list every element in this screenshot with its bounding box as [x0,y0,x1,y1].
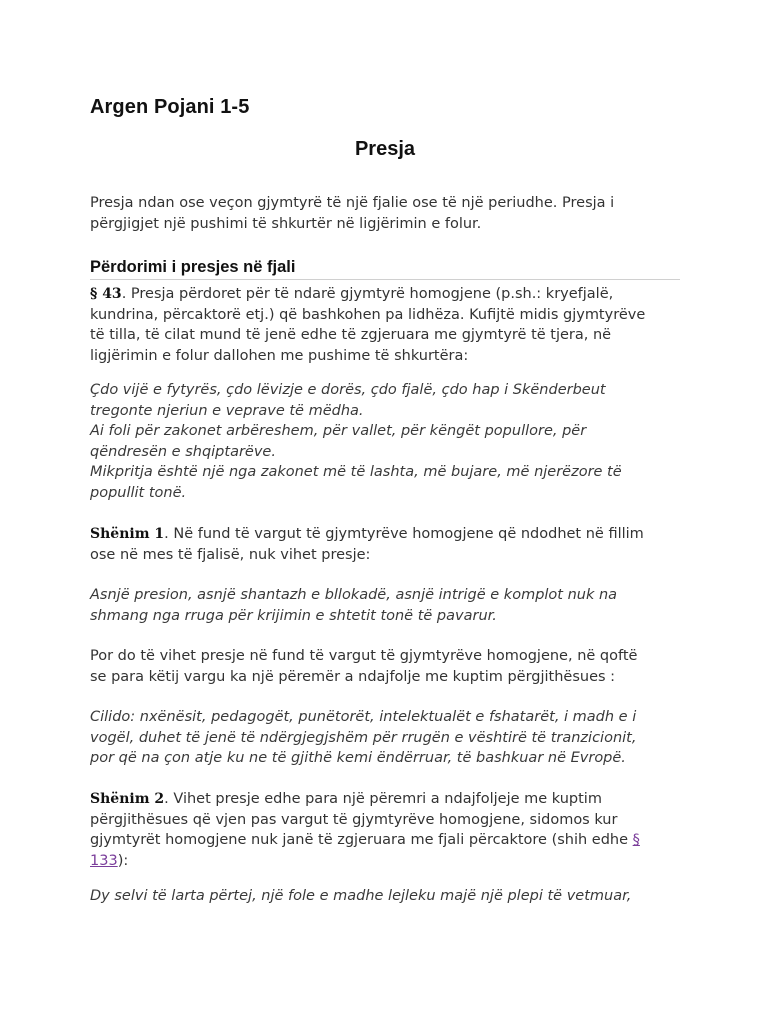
example-line: Ai foli për zakonet arbëreshem, për vallet, për këngët popullore, për [90,423,587,439]
example-line: qëndresën e shqiptarëve. [90,443,276,460]
example-line: Asnjë presion, asnjë shantazh e bllokadë, asnjë intrigë e komplot nuk na [90,587,618,603]
paragraph-line: Por do të vihet presje në fund të vargut të gjymtyrëve homogjene, në qoftë [90,648,638,664]
examples-block [90,585,685,626]
example-line: Cilido: nxënësit, pedagogët, punëtorët, intelektualët e fshatarët, i madh e i [90,709,637,725]
example-line: vogël, duhet të jenë të ndërgjegjshëm për rrugën e vështirë të tranzicionit, [90,729,637,746]
examples-block [90,707,685,769]
intro-line: përgjigjet një pushimi të shkurtër në ligjërimin e folur. [90,215,482,232]
author-heading: Argen Pojani 1-5 [90,96,250,118]
note-text: . Vihet presje edhe para një përemri a ndajfoljeje me kuptim [164,791,602,807]
note-marker: Shënim 1 [90,526,165,542]
rule-text: . Presja përdoret për të ndarë gjymtyrë homogjene (p.sh.: kryefjalë, [121,286,614,302]
intro-line: Presja ndan ose veçon gjymtyrë të një fjalie ose të një periudhe. Presja i [90,195,615,211]
paragraph [90,646,685,687]
note-line: përgjithësues që vjen pas vargut të gjymtyrëve homogjene, sidomos kur [90,811,618,828]
rule-marker: § 43 [90,286,122,302]
rule-line: ligjërimin e folur dallohen me pushime të shkurtëra: [90,347,469,364]
rule-line: kundrina, përcaktorë etj.) që bashkohen pa lidhëza. Kufijtë midis gjymtyrëve [90,306,646,323]
example-line: shmang nga rruga për krijimin e shtetit tonë të pavarur. [90,607,497,624]
examples-block [90,886,685,907]
note-1-paragraph [90,524,685,565]
example-line: Mikpritja është një nga zakonet më të lashta, më bujare, më njerëzore të [90,464,622,480]
examples-block [90,380,685,503]
example-line: por që na çon atje ku ne të gjithë kemi ëndërruar, të bashkuar në Evropë. [90,750,626,766]
note-text: . Në fund të vargut të gjymtyrëve homogjene që ndodhet në fillim [164,526,644,542]
note-text: ): [117,852,129,869]
rule-line: të tilla, të cilat mund të jenë edhe të zgjeruara me gjymtyrë të tjera, në [90,327,612,343]
example-line: Çdo vijë e fytyrës, çdo lëvizje e dorës, çdo fjalë, çdo hap i Skënderbeut [90,382,606,398]
note-marker: Shënim 2 [90,791,165,807]
note-2-paragraph [90,789,685,871]
section-133-link[interactable]: § [632,832,640,848]
note-text: gjymtyrët homogjene nuk janë të zgjeruara me fjali përcaktore (shih edhe [90,832,633,848]
section-heading: Përdorimi i presjes në fjali [90,258,680,280]
example-line: tregonte njeriun e veprave të mëdha. [90,402,364,419]
document-title: Presja [354,138,416,160]
example-line: Dy selvi të larta përtej, një fole e madhe lejleku majë një plepi të vetmuar, [90,888,632,904]
note-line: ose në mes të fjalisë, nuk vihet presje: [90,546,371,563]
paragraph-line: se para këtij vargu ka një përemër a ndajfolje me kuptim përgjithësues : [90,668,616,685]
section-133-link[interactable]: 133 [90,852,118,869]
rule-43-paragraph [90,284,685,366]
example-line: popullit tonë. [90,484,187,501]
intro-paragraph [90,193,685,234]
